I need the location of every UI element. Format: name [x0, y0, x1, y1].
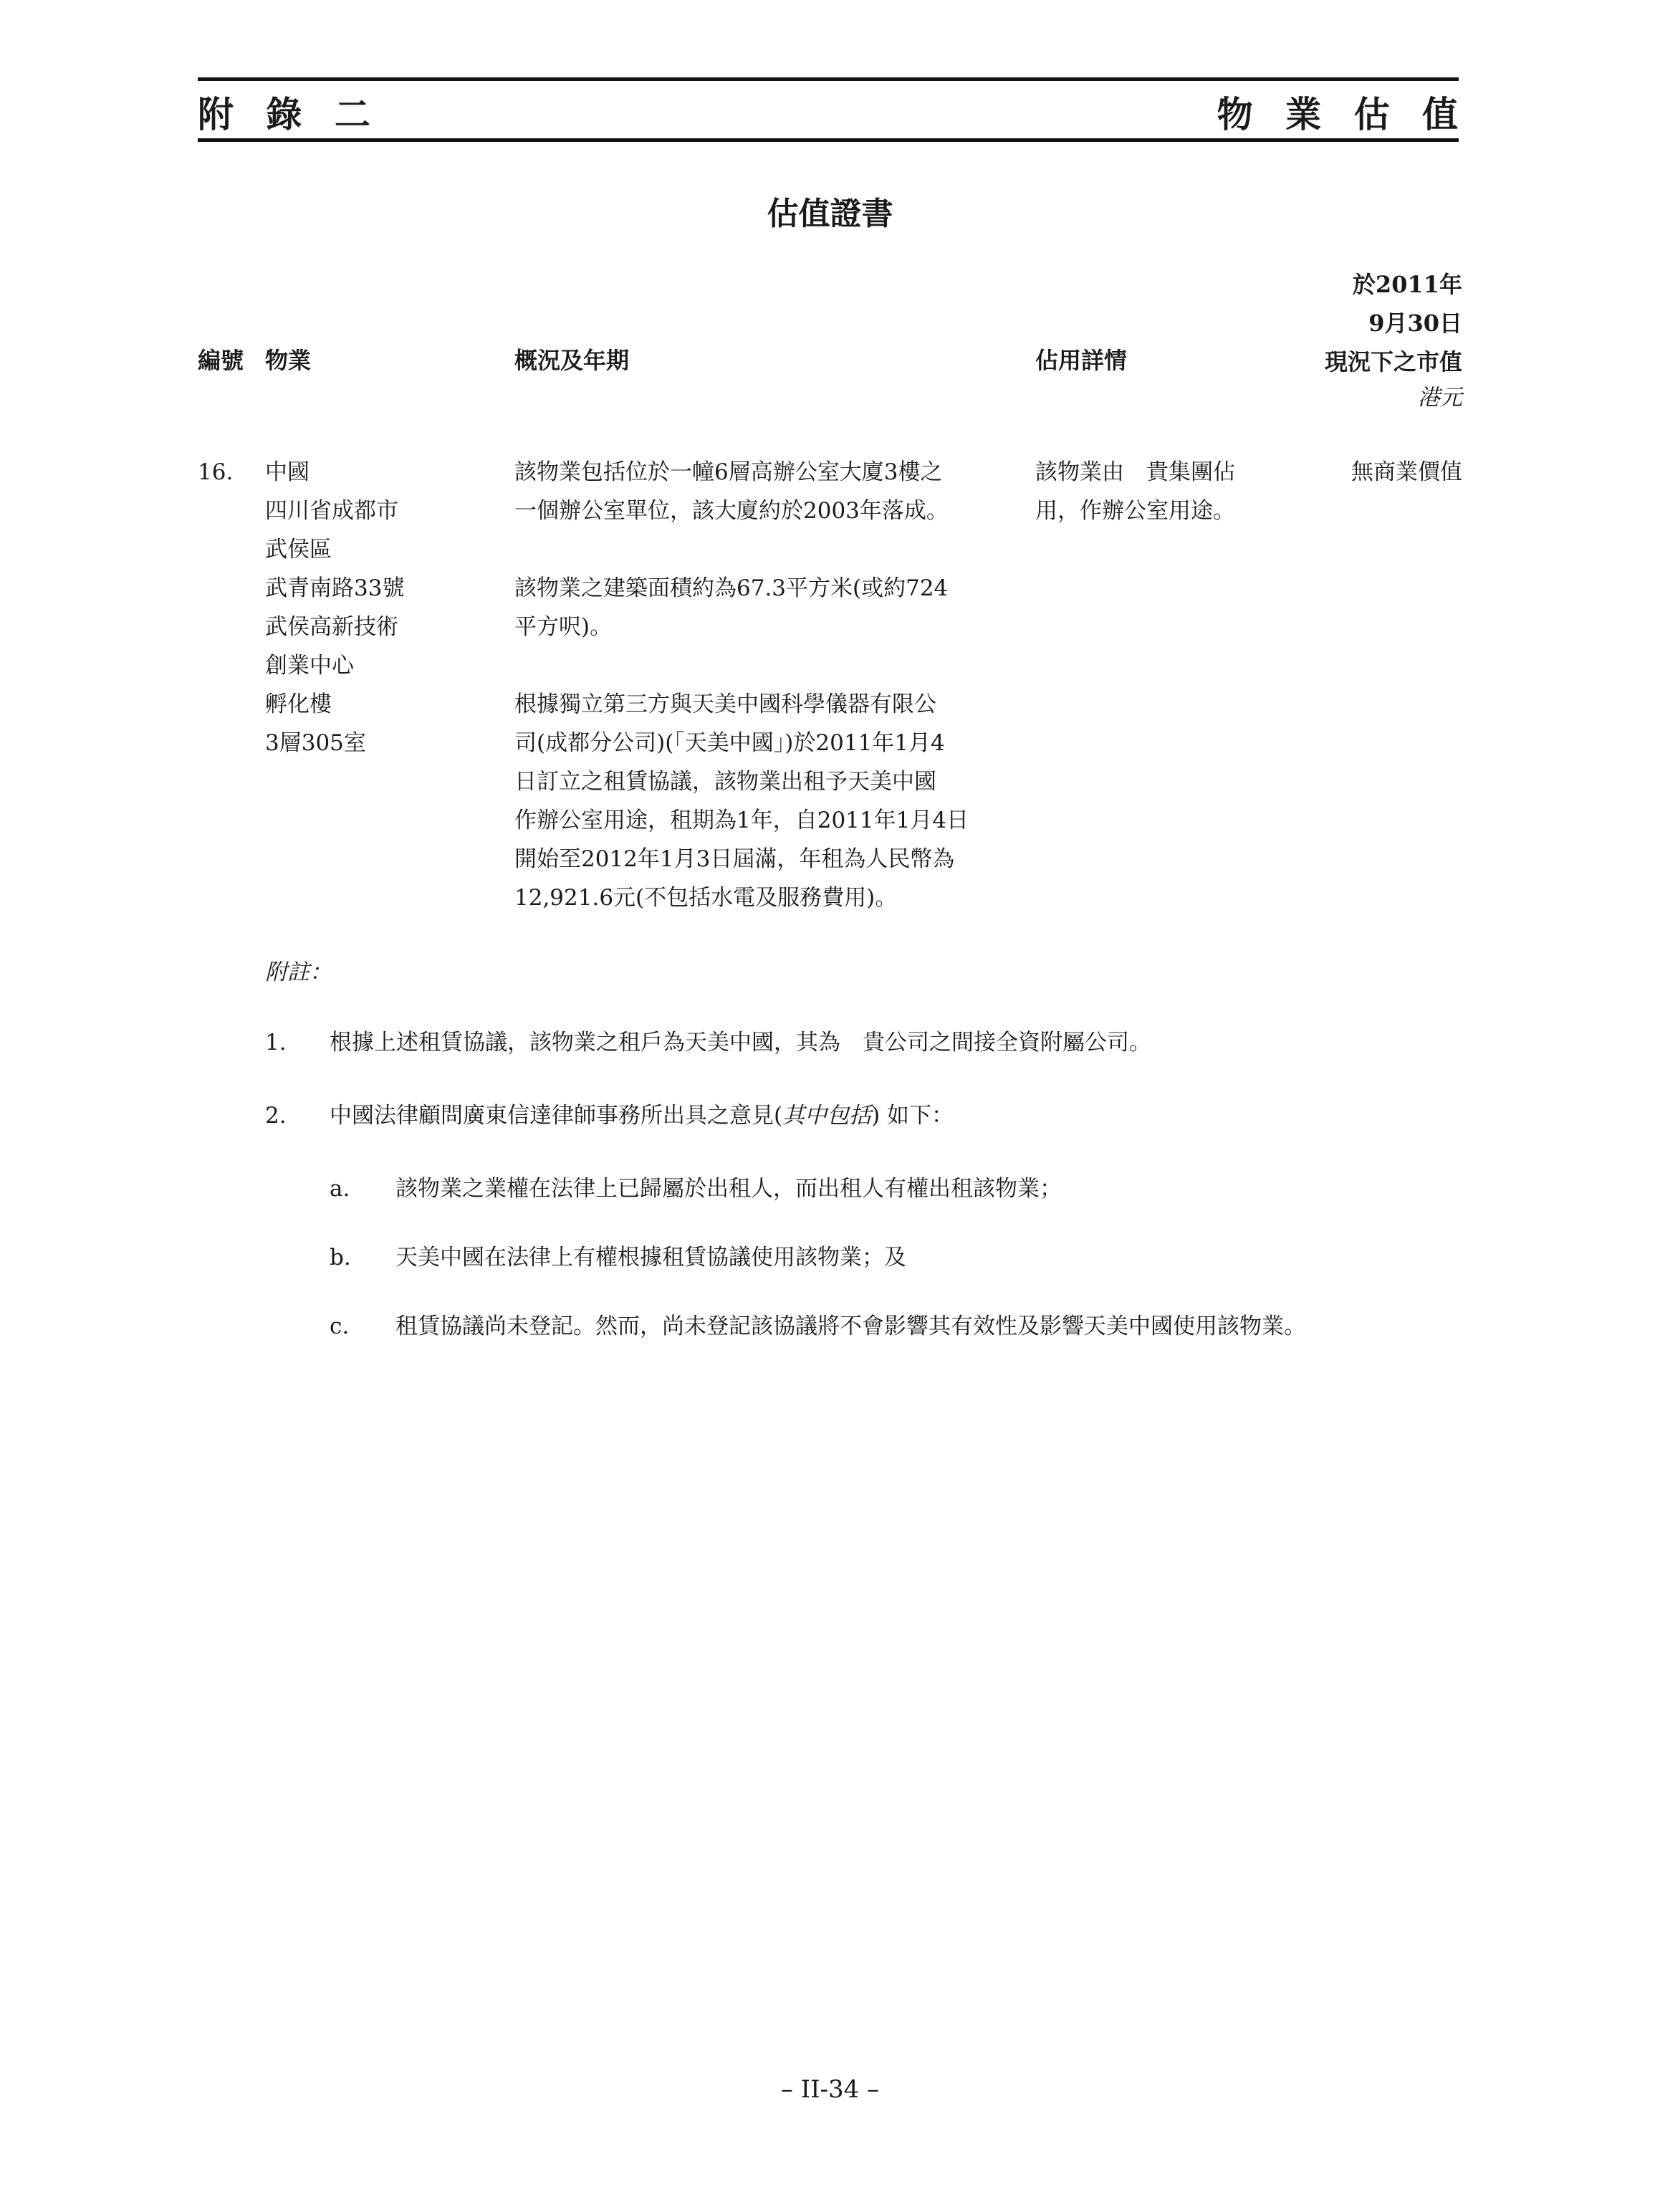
description-line: 根據獨立第三方與天美中國科學儀器有限公: [514, 691, 936, 717]
header-bottom-rule: [198, 138, 1459, 142]
page-title: 估值證書: [767, 196, 893, 232]
description-line: 平方呎)。: [514, 614, 613, 640]
col-header-value-line: 9月30日: [1368, 310, 1462, 337]
description-line: 開始至2012年1月3日屆滿，年租為人民幣為: [514, 846, 955, 872]
occupancy-details: [1035, 453, 1235, 530]
note-1-text: 根據上述租賃協議，該物業之租戶為天美中國，其為 貴公司之間接全資附屬公司。: [330, 1030, 1151, 1055]
description-line: 一個辦公室單位，該大廈約於2003年落成。: [514, 498, 949, 524]
property-line: 四川省成都市: [265, 498, 398, 524]
description-paragraph-3: [514, 685, 969, 917]
occupancy-line: 該物業由 貴集團佔: [1035, 459, 1235, 485]
col-header-occupancy: 佔用詳情: [1035, 347, 1128, 374]
col-header-value-line: 現況下之市值: [1324, 348, 1462, 375]
row-number: 16.: [198, 459, 234, 485]
description-line: 司(成都分公司)(「天美中國」)於2011年1月4: [514, 730, 945, 756]
note-2-text-post: ) 如下：: [871, 1103, 954, 1129]
sub-note-b-text: 天美中國在法律上有權根據租賃協議使用該物業；及: [395, 1245, 906, 1270]
description-paragraph-1: [514, 453, 949, 530]
property-line: 3層305室: [265, 730, 366, 756]
property-line: 孵化樓: [265, 691, 332, 717]
description-line: 12,921.6元(不包括水電及服務費用)。: [514, 885, 898, 911]
sub-note-a-text: 該物業之業權在法律上已歸屬於出租人，而出租人有權出租該物業；: [395, 1176, 1062, 1202]
col-header-no: 編號: [198, 347, 244, 374]
sub-note-c-label: c.: [330, 1313, 350, 1339]
notes-heading: 附註：: [265, 959, 332, 985]
description-line: 該物業之建築面積約為67.3平方米(或約724: [514, 575, 949, 601]
property-line: 武侯高新技術: [265, 614, 398, 640]
note-2-text-pre: 中國法律顧問廣東信達律師事務所出具之意見(: [330, 1103, 783, 1129]
description-paragraph-2: [514, 569, 948, 646]
page-number: – II-34 –: [780, 2075, 880, 2104]
sub-note-a-label: a.: [330, 1176, 350, 1202]
property-line: 武侯區: [265, 537, 332, 562]
sub-note-b-label: b.: [330, 1245, 351, 1270]
property-line: 武青南路33號: [265, 575, 405, 601]
description-line: 作辦公室用途，租期為1年，自2011年1月4日: [514, 808, 969, 833]
col-header-description: 概況及年期: [514, 347, 630, 374]
appendix-label: 附 錄 二: [198, 93, 380, 135]
sub-note-c-text: 租賃協議尚未登記。然而，尚未登記該協議將不會影響其有效性及影響天美中國使用該物業。: [395, 1313, 1306, 1339]
note-2-number: 2.: [265, 1103, 287, 1129]
note-2-text: [330, 1096, 954, 1135]
col-header-property: 物業: [265, 347, 312, 374]
note-2-text-emphasis: 其中包括: [782, 1103, 872, 1129]
property-line: 中國: [265, 459, 310, 485]
col-header-currency: 港元: [1418, 385, 1462, 411]
property-address: [265, 453, 404, 762]
description-line: 日訂立之租賃協議，該物業出租予天美中國: [514, 769, 936, 795]
description-line: 該物業包括位於一幢6層高辦公室大廈3樓之: [514, 459, 943, 485]
note-1-number: 1.: [265, 1030, 287, 1055]
section-label: 物 業 估 值: [1217, 93, 1468, 135]
col-header-value-line: 於2011年: [1352, 271, 1462, 298]
market-value: 無商業價值: [1351, 459, 1462, 485]
occupancy-line: 用，作辦公室用途。: [1035, 498, 1235, 524]
header-top-rule: [198, 77, 1459, 81]
col-header-value: [1325, 265, 1462, 381]
property-line: 創業中心: [265, 653, 354, 679]
